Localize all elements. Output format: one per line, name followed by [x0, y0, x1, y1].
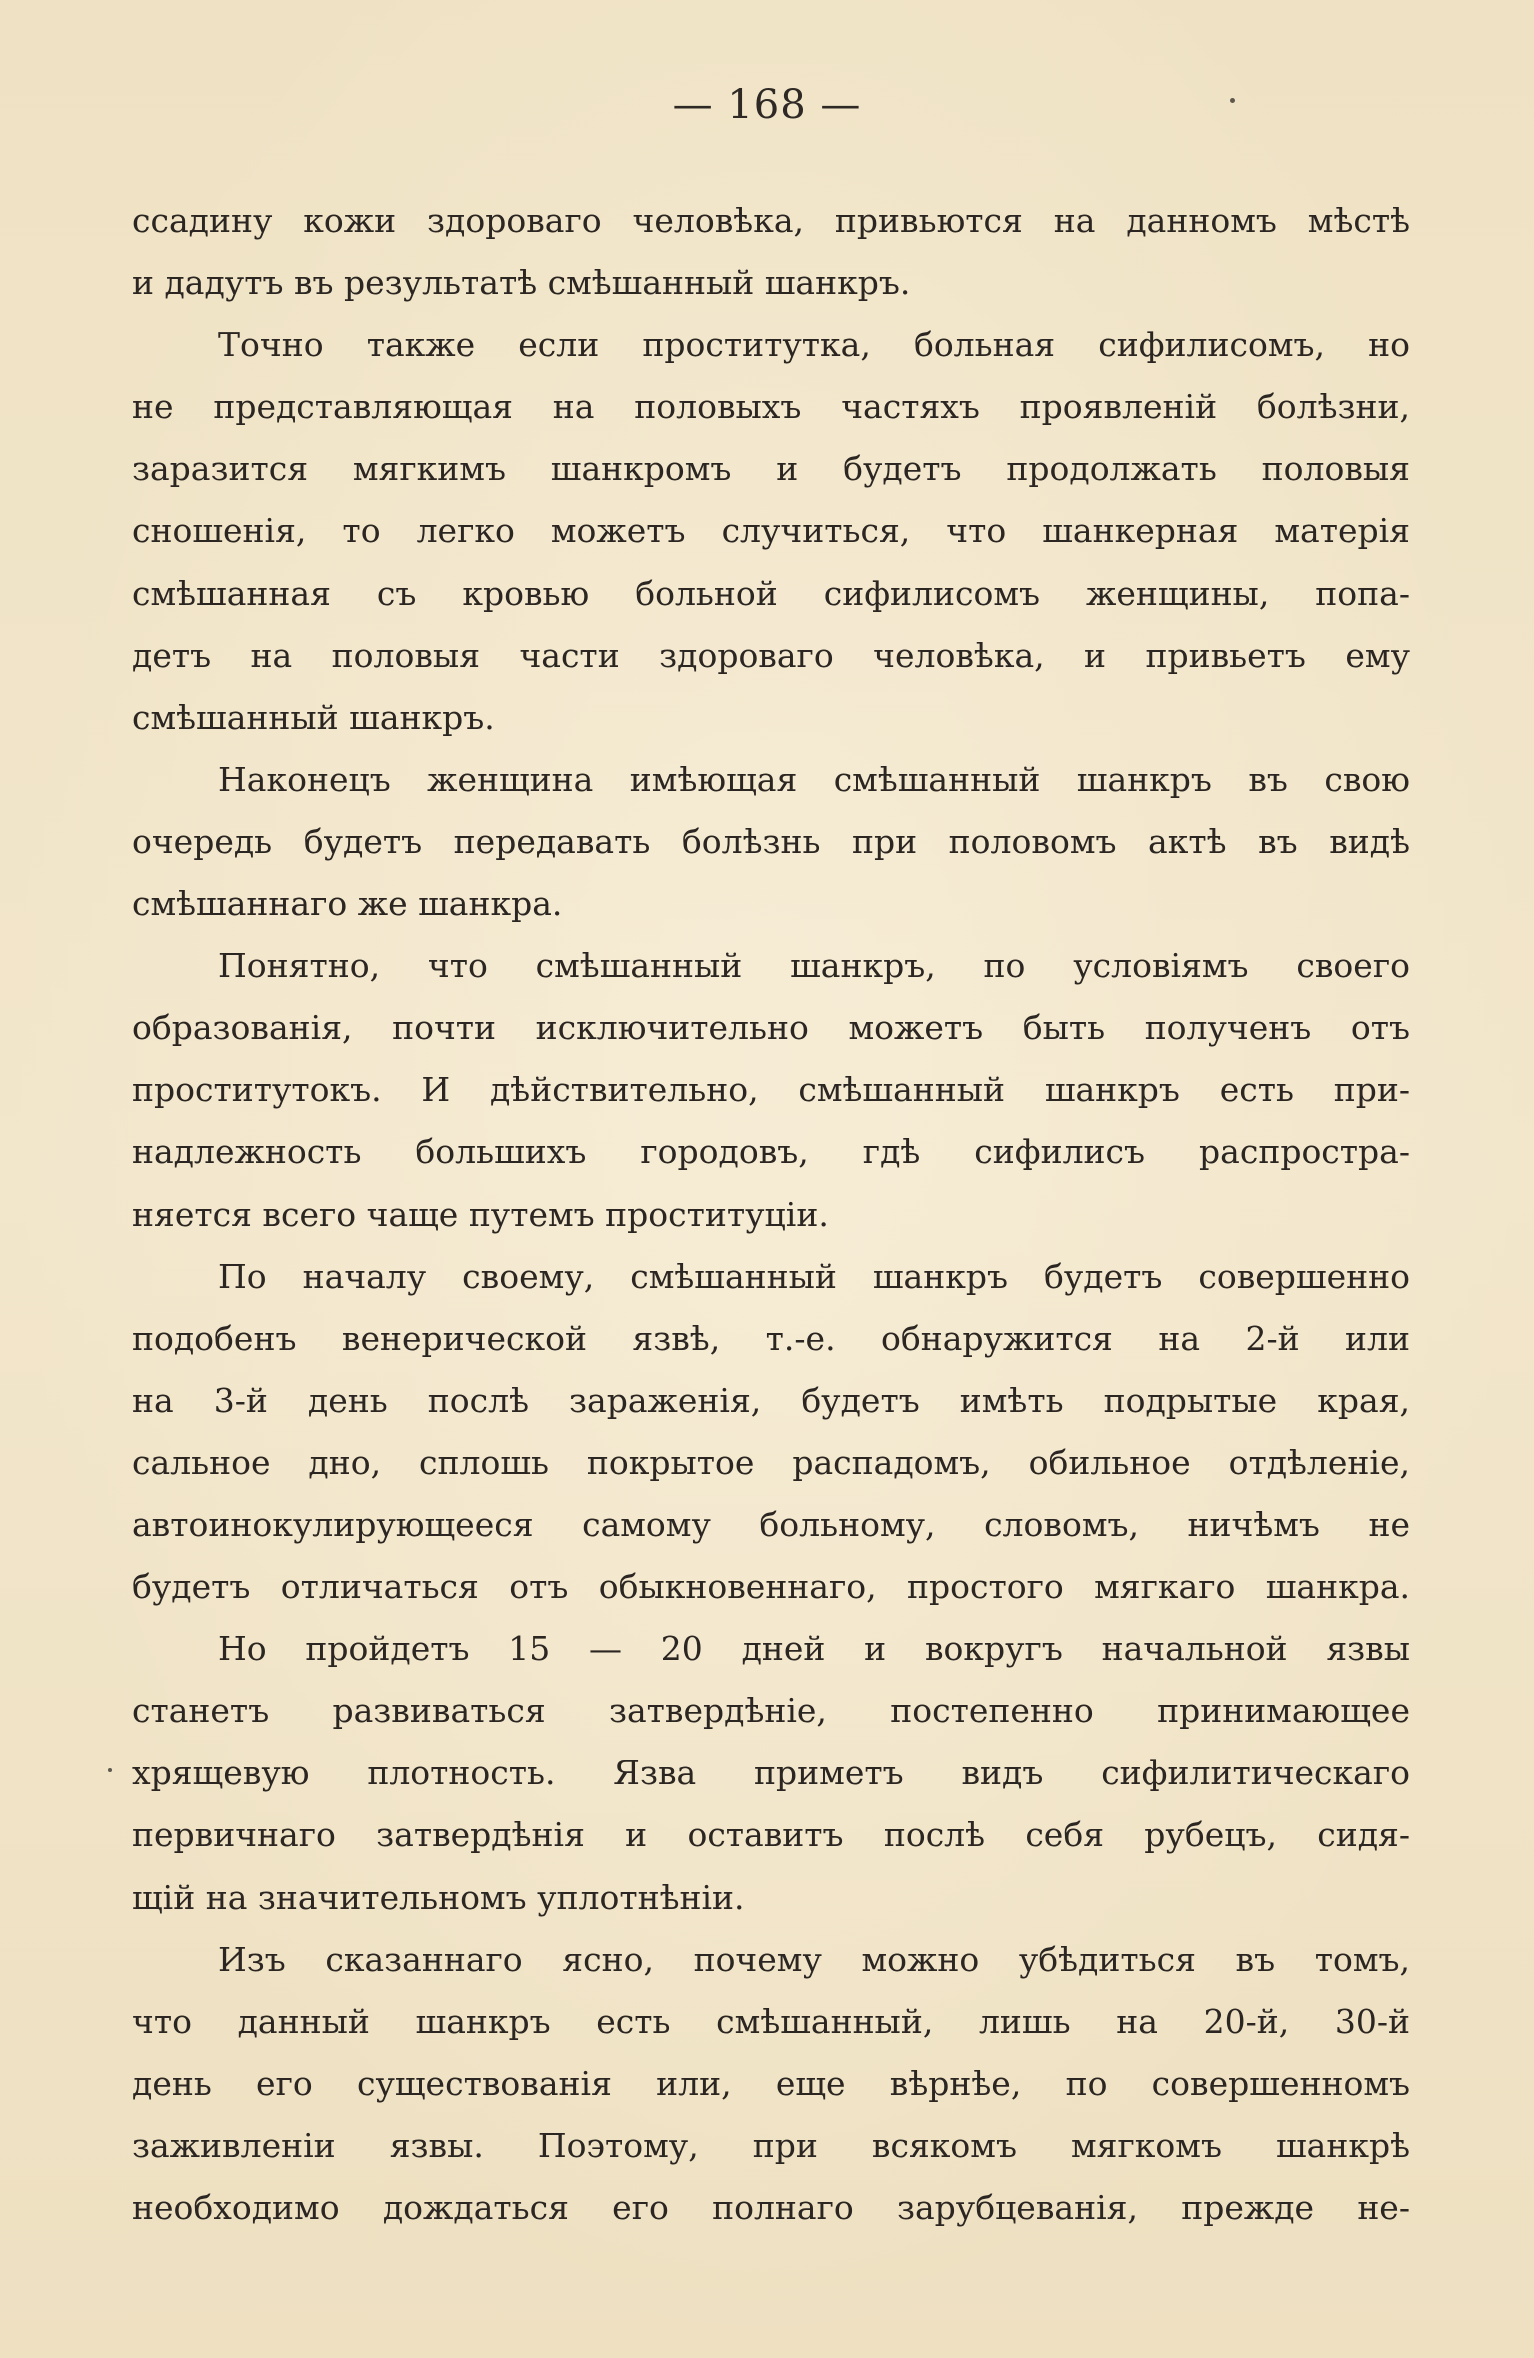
text-line: надлежность большихъ городовъ, гдѣ сифилисъ распростра-: [132, 1132, 1410, 1172]
text-line: сношенія, то легко можетъ случиться, что шанкерная матерія: [132, 511, 1410, 551]
text-line: детъ на половыя части здороваго человѣка, и привьетъ ему: [132, 635, 1410, 675]
text-line: первичнаго затвердѣнія и оставитъ послѣ себя рубецъ, сидя-: [132, 1815, 1410, 1855]
text-line: щій на значительномъ уплотнѣніи.: [132, 1877, 745, 1917]
text-line: будетъ отличаться отъ обыкновеннаго, простого мягкаго шанкра.: [132, 1567, 1410, 1607]
text-line: образованія, почти исключительно можетъ быть полученъ отъ: [132, 1008, 1410, 1048]
text-line: подобенъ венерической язвѣ, т.-е. обнаружится на 2-й или: [132, 1318, 1410, 1358]
text-line: сальное дно, сплошь покрытое распадомъ, обильное отдѣленіе,: [132, 1442, 1410, 1482]
text-line: проститутокъ. И дѣйствительно, смѣшанный шанкръ есть при-: [132, 1070, 1410, 1110]
text-line: Изъ сказаннаго ясно, почему можно убѣдиться въ томъ,: [218, 1939, 1410, 1979]
text-line: смѣшаннаго же шанкра.: [132, 884, 563, 924]
text-line: няется всего чаще путемъ проституціи.: [132, 1194, 829, 1234]
text-line: день его существованія или, еще вѣрнѣе, по совершенномъ: [132, 2063, 1410, 2103]
text-line: заживленіи язвы. Поэтому, при всякомъ мягкомъ шанкрѣ: [132, 2125, 1410, 2165]
text-line: на 3-й день послѣ зараженія, будетъ имѣть подрытые края,: [132, 1380, 1410, 1420]
text-line: По началу своему, смѣшанный шанкръ будетъ совершенно: [218, 1256, 1410, 1296]
text-line: необходимо дождаться его полнаго зарубцеванія, прежде не-: [132, 2188, 1410, 2227]
text-line: Точно также если проститутка, больная сифилисомъ, но: [218, 325, 1410, 365]
text-line: очередь будетъ передавать болѣзнь при половомъ актѣ въ видѣ: [132, 821, 1410, 861]
text-line: Наконецъ женщина имѣющая смѣшанный шанкръ въ свою: [218, 759, 1410, 799]
body-text: [132, 190, 1410, 2239]
text-line: автоинокулирующееся самому больному, словомъ, ничѣмъ не: [132, 1504, 1410, 1544]
text-line: ссадину кожи здороваго человѣка, привьются на данномъ мѣстѣ: [132, 201, 1410, 240]
text-line: не представляющая на половыхъ частяхъ проявленій болѣзни,: [132, 387, 1410, 427]
text-line: и дадутъ въ результатѣ смѣшанный шанкръ.: [132, 263, 911, 303]
text-line: станетъ развиваться затвердѣніе, постепенно принимающее: [132, 1691, 1410, 1731]
text-line: смѣшанный шанкръ.: [132, 697, 495, 737]
text-line: Но пройдетъ 15 — 20 дней и вокругъ начальной язвы: [218, 1629, 1410, 1669]
text-line: что данный шанкръ есть смѣшанный, лишь на 20-й, 30-й: [132, 2001, 1410, 2041]
text-line: хрящевую плотность. Язва приметъ видъ сифилитическаго: [132, 1753, 1410, 1793]
ink-speck: [108, 1768, 112, 1772]
page-number: — 168 —: [672, 82, 862, 128]
text-line: Понятно, что смѣшанный шанкръ, по условіямъ своего: [218, 946, 1410, 986]
text-line: смѣшанная съ кровью больной сифилисомъ женщины, попа-: [132, 573, 1410, 613]
text-line: заразится мягкимъ шанкромъ и будетъ продолжать половыя: [132, 449, 1410, 489]
ink-speck: [1230, 98, 1235, 103]
